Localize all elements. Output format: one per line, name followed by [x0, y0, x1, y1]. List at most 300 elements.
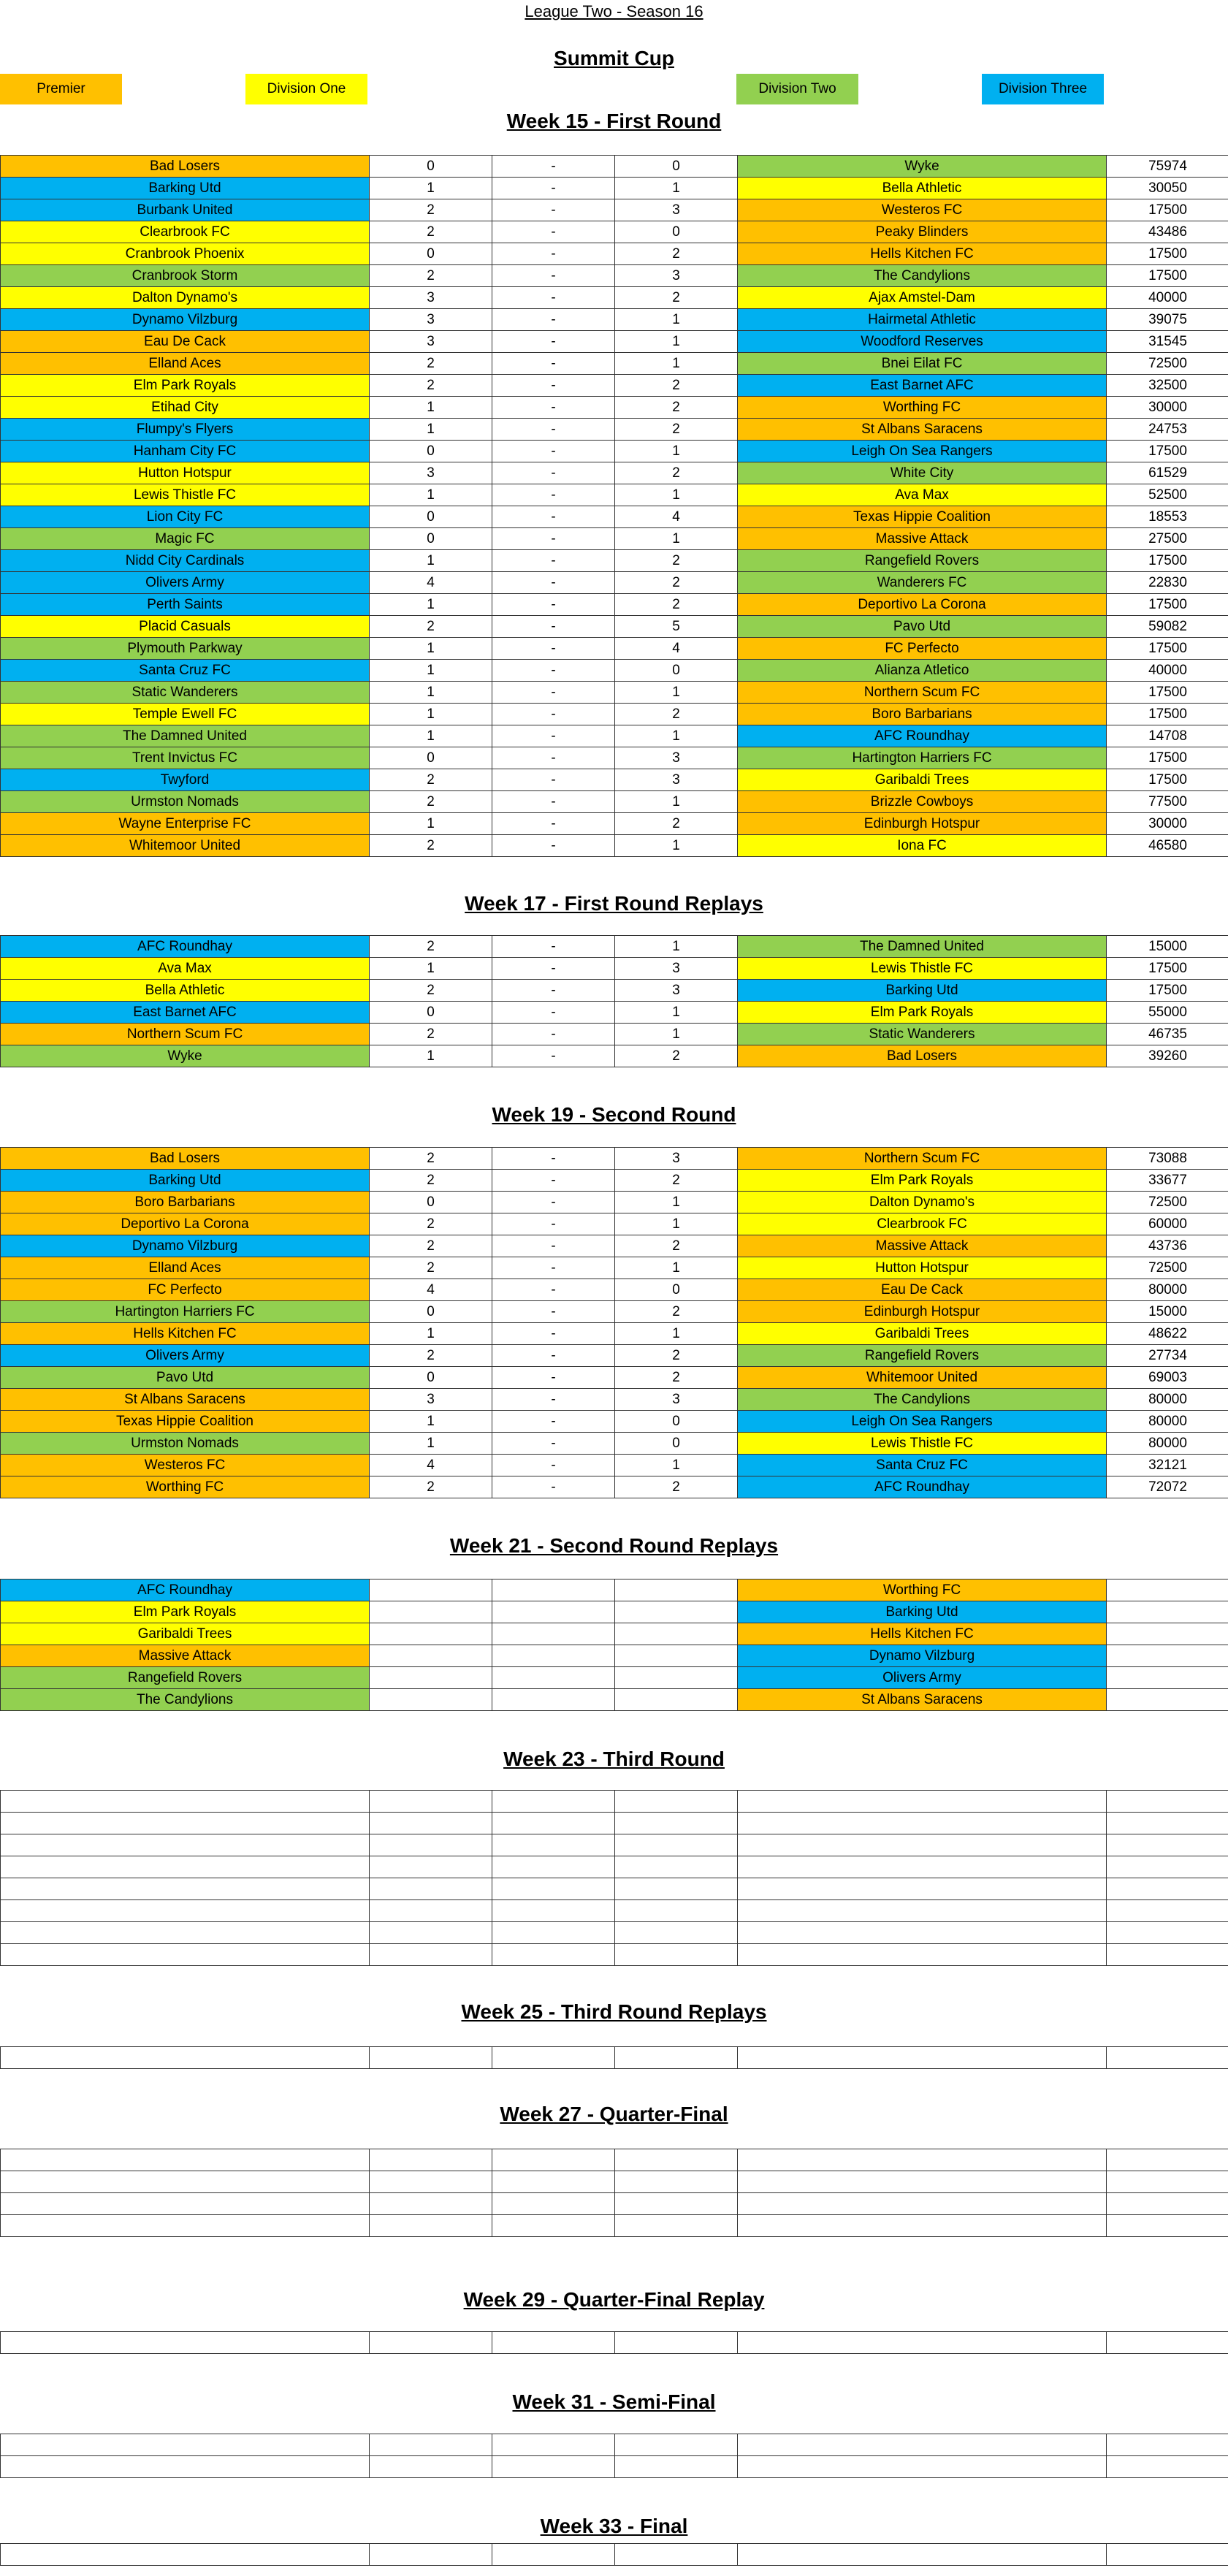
home-score-empty[interactable]: [370, 1878, 492, 1900]
home-score[interactable]: 1: [370, 484, 492, 506]
home-score[interactable]: 0: [370, 156, 492, 178]
away-score[interactable]: 4: [615, 638, 738, 660]
home-team[interactable]: The Damned United: [1, 725, 370, 747]
attendance[interactable]: 24753: [1107, 419, 1228, 441]
score-separator[interactable]: -: [492, 594, 615, 616]
away-score[interactable]: 4: [615, 506, 738, 528]
away-team[interactable]: Worthing FC: [738, 1579, 1107, 1601]
score-separator[interactable]: -: [492, 616, 615, 638]
away-score[interactable]: 1: [615, 1455, 738, 1476]
away-team-empty[interactable]: [738, 2456, 1107, 2478]
attendance-empty[interactable]: [1107, 2047, 1228, 2069]
away-team[interactable]: Barking Utd: [738, 980, 1107, 1002]
away-team-empty[interactable]: [738, 2215, 1107, 2237]
away-team[interactable]: Lewis Thistle FC: [738, 958, 1107, 980]
home-team[interactable]: Clearbrook FC: [1, 221, 370, 243]
away-score-empty[interactable]: [615, 2215, 738, 2237]
away-team-empty[interactable]: [738, 2149, 1107, 2171]
away-team[interactable]: FC Perfecto: [738, 638, 1107, 660]
home-team[interactable]: Placid Casuals: [1, 616, 370, 638]
home-score[interactable]: 2: [370, 1476, 492, 1498]
home-team[interactable]: Barking Utd: [1, 178, 370, 199]
away-score[interactable]: 1: [615, 331, 738, 353]
away-team-empty[interactable]: [738, 1900, 1107, 1922]
away-score[interactable]: 0: [615, 156, 738, 178]
away-score[interactable]: 3: [615, 1148, 738, 1170]
away-score-empty[interactable]: [615, 2149, 738, 2171]
home-score[interactable]: [370, 1689, 492, 1711]
home-score[interactable]: 2: [370, 221, 492, 243]
attendance[interactable]: 77500: [1107, 791, 1228, 813]
home-score[interactable]: 0: [370, 506, 492, 528]
away-score[interactable]: 0: [615, 1279, 738, 1301]
away-team[interactable]: Woodford Reserves: [738, 331, 1107, 353]
home-team[interactable]: Elland Aces: [1, 353, 370, 375]
home-score[interactable]: 0: [370, 1192, 492, 1213]
attendance[interactable]: 52500: [1107, 484, 1228, 506]
away-score[interactable]: 3: [615, 769, 738, 791]
away-team[interactable]: Boro Barbarians: [738, 704, 1107, 725]
home-score[interactable]: 1: [370, 704, 492, 725]
away-team[interactable]: Texas Hippie Coalition: [738, 506, 1107, 528]
attendance[interactable]: [1107, 1689, 1228, 1711]
away-team[interactable]: Hartington Harriers FC: [738, 747, 1107, 769]
away-score-empty[interactable]: [615, 2456, 738, 2478]
score-separator[interactable]: [492, 1579, 615, 1601]
home-score[interactable]: 2: [370, 1345, 492, 1367]
away-team[interactable]: Rangefield Rovers: [738, 550, 1107, 572]
away-score[interactable]: 1: [615, 528, 738, 550]
home-team[interactable]: Eau De Cack: [1, 331, 370, 353]
attendance[interactable]: 17500: [1107, 747, 1228, 769]
home-team-empty[interactable]: [1, 2215, 370, 2237]
away-team[interactable]: Edinburgh Hotspur: [738, 1301, 1107, 1323]
home-score[interactable]: 1: [370, 660, 492, 682]
attendance[interactable]: 72072: [1107, 1476, 1228, 1498]
attendance[interactable]: 61529: [1107, 462, 1228, 484]
attendance[interactable]: 30000: [1107, 813, 1228, 835]
away-team[interactable]: Bad Losers: [738, 1045, 1107, 1067]
away-score[interactable]: 3: [615, 747, 738, 769]
score-separator-empty[interactable]: [492, 1944, 615, 1966]
home-score-empty[interactable]: [370, 1922, 492, 1944]
home-score-empty[interactable]: [370, 1900, 492, 1922]
score-separator-empty[interactable]: [492, 1813, 615, 1834]
home-score[interactable]: 1: [370, 958, 492, 980]
away-score[interactable]: 1: [615, 1024, 738, 1045]
score-separator[interactable]: -: [492, 682, 615, 704]
away-score-empty[interactable]: [615, 1878, 738, 1900]
home-team[interactable]: St Albans Saracens: [1, 1389, 370, 1411]
home-team[interactable]: Elm Park Royals: [1, 375, 370, 397]
home-team[interactable]: Hells Kitchen FC: [1, 1323, 370, 1345]
away-team[interactable]: Leigh On Sea Rangers: [738, 441, 1107, 462]
home-team[interactable]: Santa Cruz FC: [1, 660, 370, 682]
attendance-empty[interactable]: [1107, 2456, 1228, 2478]
home-team[interactable]: FC Perfecto: [1, 1279, 370, 1301]
away-team-empty[interactable]: [738, 2332, 1107, 2354]
away-score[interactable]: 2: [615, 1235, 738, 1257]
home-team[interactable]: Boro Barbarians: [1, 1192, 370, 1213]
home-score-empty[interactable]: [370, 1791, 492, 1813]
away-score[interactable]: 2: [615, 1045, 738, 1067]
away-team[interactable]: The Candylions: [738, 1389, 1107, 1411]
score-separator[interactable]: -: [492, 1148, 615, 1170]
score-separator[interactable]: -: [492, 791, 615, 813]
score-separator[interactable]: -: [492, 1257, 615, 1279]
home-team[interactable]: Etihad City: [1, 397, 370, 419]
away-score[interactable]: 0: [615, 1411, 738, 1433]
attendance[interactable]: 17500: [1107, 243, 1228, 265]
away-score[interactable]: 1: [615, 725, 738, 747]
score-separator[interactable]: -: [492, 1455, 615, 1476]
home-team-empty[interactable]: [1, 1944, 370, 1966]
away-score[interactable]: 2: [615, 419, 738, 441]
attendance[interactable]: 80000: [1107, 1279, 1228, 1301]
home-score[interactable]: 3: [370, 309, 492, 331]
away-team[interactable]: Clearbrook FC: [738, 1213, 1107, 1235]
away-score-empty[interactable]: [615, 1900, 738, 1922]
home-team[interactable]: Elm Park Royals: [1, 1601, 370, 1623]
score-separator-empty[interactable]: [492, 1878, 615, 1900]
attendance[interactable]: 15000: [1107, 936, 1228, 958]
away-score[interactable]: 2: [615, 1476, 738, 1498]
away-score[interactable]: [615, 1667, 738, 1689]
attendance-empty[interactable]: [1107, 2215, 1228, 2237]
home-score[interactable]: 4: [370, 1455, 492, 1476]
away-team[interactable]: The Damned United: [738, 936, 1107, 958]
away-team[interactable]: Wanderers FC: [738, 572, 1107, 594]
away-score-empty[interactable]: [615, 1813, 738, 1834]
score-separator-empty[interactable]: [492, 2456, 615, 2478]
score-separator[interactable]: -: [492, 813, 615, 835]
away-score[interactable]: 2: [615, 1367, 738, 1389]
away-team[interactable]: Barking Utd: [738, 1601, 1107, 1623]
home-score[interactable]: 2: [370, 199, 492, 221]
away-score[interactable]: 1: [615, 835, 738, 857]
attendance[interactable]: 17500: [1107, 980, 1228, 1002]
home-score[interactable]: 2: [370, 1024, 492, 1045]
home-team[interactable]: Dynamo Vilzburg: [1, 1235, 370, 1257]
score-separator[interactable]: -: [492, 1192, 615, 1213]
attendance[interactable]: [1107, 1645, 1228, 1667]
score-separator[interactable]: -: [492, 1235, 615, 1257]
score-separator[interactable]: [492, 1667, 615, 1689]
away-team[interactable]: Garibaldi Trees: [738, 1323, 1107, 1345]
attendance-empty[interactable]: [1107, 2544, 1228, 2566]
home-score[interactable]: 4: [370, 572, 492, 594]
away-team-empty[interactable]: [738, 1922, 1107, 1944]
away-team[interactable]: Hairmetal Athletic: [738, 309, 1107, 331]
score-separator[interactable]: -: [492, 936, 615, 958]
away-score-empty[interactable]: [615, 2544, 738, 2566]
attendance[interactable]: 43736: [1107, 1235, 1228, 1257]
attendance[interactable]: 60000: [1107, 1213, 1228, 1235]
score-separator[interactable]: -: [492, 769, 615, 791]
away-team[interactable]: Santa Cruz FC: [738, 1455, 1107, 1476]
home-score[interactable]: 0: [370, 1367, 492, 1389]
score-separator-empty[interactable]: [492, 2171, 615, 2193]
away-score[interactable]: 1: [615, 441, 738, 462]
away-team[interactable]: Westeros FC: [738, 199, 1107, 221]
away-score[interactable]: [615, 1601, 738, 1623]
away-score[interactable]: 1: [615, 791, 738, 813]
away-team[interactable]: Garibaldi Trees: [738, 769, 1107, 791]
home-team[interactable]: East Barnet AFC: [1, 1002, 370, 1024]
away-score[interactable]: 1: [615, 682, 738, 704]
home-score-empty[interactable]: [370, 2171, 492, 2193]
away-score[interactable]: 0: [615, 221, 738, 243]
home-team-empty[interactable]: [1, 1791, 370, 1813]
away-team[interactable]: Iona FC: [738, 835, 1107, 857]
home-score[interactable]: 2: [370, 1148, 492, 1170]
away-score[interactable]: [615, 1689, 738, 1711]
home-score[interactable]: 0: [370, 1301, 492, 1323]
home-team[interactable]: Dalton Dynamo's: [1, 287, 370, 309]
home-score-empty[interactable]: [370, 2215, 492, 2237]
away-score[interactable]: [615, 1645, 738, 1667]
home-score[interactable]: 1: [370, 594, 492, 616]
home-team[interactable]: Whitemoor United: [1, 835, 370, 857]
home-score[interactable]: 2: [370, 1213, 492, 1235]
home-score-empty[interactable]: [370, 2193, 492, 2215]
away-team[interactable]: Hells Kitchen FC: [738, 1623, 1107, 1645]
attendance-empty[interactable]: [1107, 2149, 1228, 2171]
home-team[interactable]: Cranbrook Phoenix: [1, 243, 370, 265]
attendance-empty[interactable]: [1107, 2193, 1228, 2215]
home-score[interactable]: 3: [370, 331, 492, 353]
home-team[interactable]: Westeros FC: [1, 1455, 370, 1476]
attendance[interactable]: 72500: [1107, 1257, 1228, 1279]
away-team[interactable]: St Albans Saracens: [738, 419, 1107, 441]
score-separator-empty[interactable]: [492, 2544, 615, 2566]
attendance[interactable]: 22830: [1107, 572, 1228, 594]
score-separator[interactable]: -: [492, 1389, 615, 1411]
away-score[interactable]: 1: [615, 353, 738, 375]
home-score[interactable]: 3: [370, 1389, 492, 1411]
home-team[interactable]: Olivers Army: [1, 572, 370, 594]
away-score-empty[interactable]: [615, 1922, 738, 1944]
attendance[interactable]: 32121: [1107, 1455, 1228, 1476]
away-team-empty[interactable]: [738, 2434, 1107, 2456]
attendance[interactable]: 48622: [1107, 1323, 1228, 1345]
score-separator[interactable]: -: [492, 550, 615, 572]
away-score-empty[interactable]: [615, 2171, 738, 2193]
home-score[interactable]: 1: [370, 550, 492, 572]
away-team[interactable]: Massive Attack: [738, 528, 1107, 550]
home-team[interactable]: Wyke: [1, 1045, 370, 1067]
attendance[interactable]: 27500: [1107, 528, 1228, 550]
home-score[interactable]: 1: [370, 725, 492, 747]
score-separator[interactable]: -: [492, 704, 615, 725]
home-score[interactable]: 1: [370, 638, 492, 660]
home-team-empty[interactable]: [1, 2149, 370, 2171]
attendance[interactable]: 17500: [1107, 594, 1228, 616]
away-team-empty[interactable]: [738, 2544, 1107, 2566]
score-separator[interactable]: -: [492, 484, 615, 506]
home-team[interactable]: Ava Max: [1, 958, 370, 980]
away-team[interactable]: East Barnet AFC: [738, 375, 1107, 397]
score-separator[interactable]: -: [492, 1213, 615, 1235]
attendance[interactable]: 80000: [1107, 1411, 1228, 1433]
away-score[interactable]: 1: [615, 484, 738, 506]
attendance[interactable]: 18553: [1107, 506, 1228, 528]
away-score[interactable]: 3: [615, 265, 738, 287]
score-separator[interactable]: [492, 1623, 615, 1645]
home-team[interactable]: Lion City FC: [1, 506, 370, 528]
score-separator-empty[interactable]: [492, 2434, 615, 2456]
away-score[interactable]: 1: [615, 1192, 738, 1213]
home-team-empty[interactable]: [1, 1878, 370, 1900]
home-score[interactable]: 4: [370, 1279, 492, 1301]
home-team[interactable]: Plymouth Parkway: [1, 638, 370, 660]
away-score[interactable]: 2: [615, 287, 738, 309]
away-team[interactable]: Whitemoor United: [738, 1367, 1107, 1389]
away-score-empty[interactable]: [615, 2193, 738, 2215]
home-score[interactable]: 1: [370, 397, 492, 419]
home-score[interactable]: 1: [370, 178, 492, 199]
away-score[interactable]: 1: [615, 309, 738, 331]
attendance[interactable]: 15000: [1107, 1301, 1228, 1323]
attendance[interactable]: 75974: [1107, 156, 1228, 178]
score-separator[interactable]: -: [492, 1345, 615, 1367]
home-team[interactable]: Temple Ewell FC: [1, 704, 370, 725]
attendance[interactable]: 14708: [1107, 725, 1228, 747]
away-team[interactable]: Bella Athletic: [738, 178, 1107, 199]
away-score-empty[interactable]: [615, 1856, 738, 1878]
home-team[interactable]: Bad Losers: [1, 1148, 370, 1170]
score-separator-empty[interactable]: [492, 1856, 615, 1878]
home-team[interactable]: Worthing FC: [1, 1476, 370, 1498]
score-separator[interactable]: -: [492, 309, 615, 331]
home-score[interactable]: [370, 1645, 492, 1667]
score-separator[interactable]: -: [492, 638, 615, 660]
away-score-empty[interactable]: [615, 1944, 738, 1966]
home-team-empty[interactable]: [1, 2047, 370, 2069]
away-score[interactable]: 2: [615, 397, 738, 419]
home-score-empty[interactable]: [370, 2047, 492, 2069]
score-separator-empty[interactable]: [492, 1834, 615, 1856]
home-team[interactable]: Urmston Nomads: [1, 791, 370, 813]
home-score[interactable]: 2: [370, 1257, 492, 1279]
home-team[interactable]: Wayne Enterprise FC: [1, 813, 370, 835]
home-score[interactable]: 2: [370, 769, 492, 791]
score-separator-empty[interactable]: [492, 1922, 615, 1944]
score-separator[interactable]: -: [492, 1323, 615, 1345]
away-score[interactable]: 1: [615, 1257, 738, 1279]
score-separator[interactable]: -: [492, 331, 615, 353]
attendance[interactable]: [1107, 1579, 1228, 1601]
attendance[interactable]: 31545: [1107, 331, 1228, 353]
score-separator[interactable]: -: [492, 243, 615, 265]
home-team[interactable]: Magic FC: [1, 528, 370, 550]
home-team[interactable]: Perth Saints: [1, 594, 370, 616]
home-team[interactable]: Hutton Hotspur: [1, 462, 370, 484]
home-score[interactable]: 0: [370, 243, 492, 265]
away-team-empty[interactable]: [738, 1944, 1107, 1966]
home-score[interactable]: [370, 1667, 492, 1689]
attendance[interactable]: 32500: [1107, 375, 1228, 397]
score-separator[interactable]: -: [492, 1002, 615, 1024]
attendance-empty[interactable]: [1107, 1791, 1228, 1813]
away-score-empty[interactable]: [615, 2047, 738, 2069]
home-team[interactable]: Trent Invictus FC: [1, 747, 370, 769]
home-team-empty[interactable]: [1, 2193, 370, 2215]
home-team[interactable]: AFC Roundhay: [1, 936, 370, 958]
home-score[interactable]: 2: [370, 265, 492, 287]
score-separator[interactable]: -: [492, 287, 615, 309]
attendance[interactable]: [1107, 1601, 1228, 1623]
home-team[interactable]: Bella Athletic: [1, 980, 370, 1002]
away-team[interactable]: Alianza Atletico: [738, 660, 1107, 682]
home-score[interactable]: 0: [370, 747, 492, 769]
attendance-empty[interactable]: [1107, 1834, 1228, 1856]
attendance-empty[interactable]: [1107, 1922, 1228, 1944]
away-team-empty[interactable]: [738, 1813, 1107, 1834]
score-separator[interactable]: -: [492, 572, 615, 594]
score-separator-empty[interactable]: [492, 1900, 615, 1922]
score-separator-empty[interactable]: [492, 2215, 615, 2237]
away-team[interactable]: Worthing FC: [738, 397, 1107, 419]
away-score[interactable]: 2: [615, 594, 738, 616]
attendance[interactable]: 73088: [1107, 1148, 1228, 1170]
home-team-empty[interactable]: [1, 2544, 370, 2566]
attendance[interactable]: 46580: [1107, 835, 1228, 857]
attendance[interactable]: 46735: [1107, 1024, 1228, 1045]
home-score[interactable]: 1: [370, 1411, 492, 1433]
attendance[interactable]: 17500: [1107, 682, 1228, 704]
home-team[interactable]: Lewis Thistle FC: [1, 484, 370, 506]
attendance[interactable]: 40000: [1107, 660, 1228, 682]
home-score[interactable]: 2: [370, 936, 492, 958]
away-team[interactable]: Hells Kitchen FC: [738, 243, 1107, 265]
home-team-empty[interactable]: [1, 1834, 370, 1856]
away-team[interactable]: Lewis Thistle FC: [738, 1433, 1107, 1455]
home-team-empty[interactable]: [1, 2332, 370, 2354]
home-score[interactable]: 2: [370, 835, 492, 857]
away-score[interactable]: 1: [615, 1002, 738, 1024]
away-score[interactable]: 1: [615, 1323, 738, 1345]
away-team[interactable]: Ava Max: [738, 484, 1107, 506]
attendance[interactable]: 80000: [1107, 1433, 1228, 1455]
home-score-empty[interactable]: [370, 1856, 492, 1878]
home-score[interactable]: 3: [370, 462, 492, 484]
score-separator[interactable]: -: [492, 506, 615, 528]
away-team-empty[interactable]: [738, 1834, 1107, 1856]
home-score[interactable]: 1: [370, 1433, 492, 1455]
away-team-empty[interactable]: [738, 2047, 1107, 2069]
away-team[interactable]: Edinburgh Hotspur: [738, 813, 1107, 835]
home-score[interactable]: 3: [370, 287, 492, 309]
score-separator[interactable]: -: [492, 725, 615, 747]
home-score[interactable]: 0: [370, 528, 492, 550]
score-separator-empty[interactable]: [492, 2193, 615, 2215]
attendance[interactable]: 59082: [1107, 616, 1228, 638]
home-team[interactable]: Olivers Army: [1, 1345, 370, 1367]
score-separator[interactable]: -: [492, 156, 615, 178]
home-team[interactable]: Static Wanderers: [1, 682, 370, 704]
home-score[interactable]: 2: [370, 353, 492, 375]
away-team[interactable]: Leigh On Sea Rangers: [738, 1411, 1107, 1433]
attendance[interactable]: 17500: [1107, 704, 1228, 725]
score-separator[interactable]: -: [492, 980, 615, 1002]
away-score[interactable]: 2: [615, 813, 738, 835]
score-separator[interactable]: -: [492, 462, 615, 484]
away-score[interactable]: 3: [615, 958, 738, 980]
away-score[interactable]: 2: [615, 1345, 738, 1367]
attendance[interactable]: 39260: [1107, 1045, 1228, 1067]
away-team[interactable]: AFC Roundhay: [738, 1476, 1107, 1498]
